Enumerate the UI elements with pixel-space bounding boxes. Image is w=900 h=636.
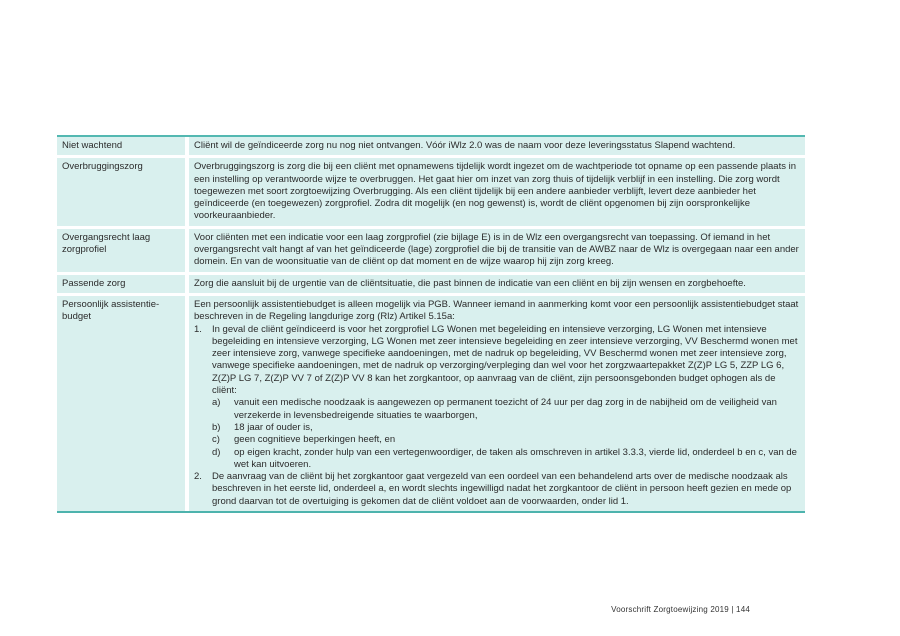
lettered-sub-item bbox=[212, 447, 799, 472]
list-item-body bbox=[212, 324, 799, 472]
definition-text: Voor cliënten met een indicatie voor een laag zorgprofiel (zie bijlage E) is in de Wlz een overgangsrecht van toepassing. Of iemand in het overgangsrecht valt hangt af van het geïndiceerde (lage) zorgprofiel die bij de transitie van de AWBZ naar de Wlz is overgegaan naar een ander domein. En van de woonsituatie van de cliënt op dat moment en de wijze waarop hij zijn zorg kreeg. bbox=[194, 231, 799, 268]
sub-item-text: op eigen kracht, zonder hulp van een vertegenwoordiger, de taken als omschreven in artikel 3.3.3, vierde lid, onderdeel b en c, van de wet kan uitvoeren. bbox=[234, 446, 797, 470]
sub-item-text: 18 jaar of ouder is, bbox=[234, 421, 313, 433]
definition-cell bbox=[189, 275, 805, 293]
table-row bbox=[57, 296, 805, 511]
definition-cell bbox=[189, 137, 805, 155]
lettered-sub-item bbox=[212, 434, 799, 446]
table-row bbox=[57, 275, 805, 293]
list-item-text: In geval de cliënt geïndiceerd is voor het zorgprofiel LG Wonen met begeleiding en intensieve verzorging, LG Wonen met intensieve begeleiding en intensieve verzorging, LG Wonen met zeer intensieve begeleiding en zeer intensieve verzorging, VV Beschermd wonen met zeer intensieve zorg, vanwege specifieke aandoeningen, met de nadruk op begeleiding, VV Beschermd wonen met zeer intensieve zorg, vanwege specifieke aandoeningen, met de nadruk op verzorging/verpleging dan wel voor het zorgzwaartepakket Z(Z)P LG 5, ZZP LG 6, Z(Z)P LG 7, Z(Z)P VV 7 of Z(Z)P VV 8 kan het zorgkantoor, op aanvraag van de cliënt, zijn persoonsgebonden budget ophogen als de cliënt: bbox=[212, 323, 798, 397]
definition-table bbox=[57, 135, 805, 513]
list-marker: 1. bbox=[194, 323, 202, 335]
term-cell: Niet wachtend bbox=[57, 137, 185, 155]
table-row bbox=[57, 158, 805, 225]
sub-item-text: vanuit een medische noodzaak is aangewezen op permanent toezicht of 24 uur per dag zorg in de nabijheid om de veiligheid van verzekerde in levensbedreigende situaties te waarborgen, bbox=[234, 397, 777, 421]
list-item-body bbox=[212, 471, 799, 508]
definition-cell bbox=[189, 158, 805, 225]
sub-item-marker: a) bbox=[212, 397, 221, 409]
table-row bbox=[57, 229, 805, 272]
list-marker: 2. bbox=[194, 471, 202, 483]
sub-item-marker: d) bbox=[212, 446, 221, 458]
lettered-sub-item bbox=[212, 397, 799, 422]
table-row bbox=[57, 137, 805, 155]
term-cell: Overgangsrecht laag zorgprofiel bbox=[57, 229, 185, 272]
numbered-list-item bbox=[194, 324, 799, 472]
sub-item-marker: c) bbox=[212, 434, 220, 446]
list-item-text: De aanvraag van de cliënt bij het zorgkantoor gaat vergezeld van een oordeel van een behandelend arts over de medische noodzaak als beschreven in het eerste lid, onderdeel a, en wordt slechts ingewilligd nadat het zorgkantoor de cliënt in persoon heeft gezien en mede op grond daarvan tot de overtuiging is gekomen dat de cliënt voldoet aan de voorwaarden, onder lid 1. bbox=[212, 471, 792, 507]
term-cell: Passende zorg bbox=[57, 275, 185, 293]
definition-cell bbox=[189, 229, 805, 272]
term-cell: Overbruggingszorg bbox=[57, 158, 185, 225]
definition-cell bbox=[189, 296, 805, 511]
sub-item-text: geen cognitieve beperkingen heeft, en bbox=[234, 434, 396, 446]
numbered-list-item bbox=[194, 471, 799, 508]
lettered-sub-item bbox=[212, 422, 799, 434]
page-footer: Voorschrift Zorgtoewijzing 2019 | 144 bbox=[611, 605, 750, 614]
definition-text: Cliënt wil de geïndiceerde zorg nu nog niet ontvangen. Vóór iWlz 2.0 was de naam voor deze leveringsstatus Slapend wachtend. bbox=[194, 140, 736, 151]
sub-item-marker: b) bbox=[212, 421, 221, 433]
definition-text: Overbruggingszorg is zorg die bij een cliënt met opnamewens tijdelijk wordt ingezet om de wachtperiode tot opname op een passende plaats in een instelling op verantwoorde wijze te overbruggen. Het gaat hier om inzet van zorg thuis of tijdelijk verblijf in een instelling. Die zorg wordt toegewezen met soort zorgtoewijzing Overbrugging. Als een cliënt tijdelijk bij een andere aanbieder verblijft, levert deze aanbieder het geïndiceerde (en toegewezen) zorgprofiel. Zodra dit mogelijk (en nog gewenst) is, wordt de cliënt opgenomen bij zijn oorspronkelijke voorkeuraanbieder. bbox=[194, 161, 797, 222]
definition-text: Zorg die aansluit bij de urgentie van de cliëntsituatie, die past binnen de indicatie van een cliënt en bij zijn wensen en zorgbehoefte. bbox=[194, 277, 746, 289]
definition-text: Een persoonlijk assistentiebudget is alleen mogelijk via PGB. Wanneer iemand in aanmerking komt voor een persoonlijk assistentiebudget staat beschreven in de Regeling langdurige zorg (Rlz) Artikel 5.15a: bbox=[194, 298, 799, 323]
term-cell: Persoonlijk assistentie-budget bbox=[57, 296, 185, 511]
